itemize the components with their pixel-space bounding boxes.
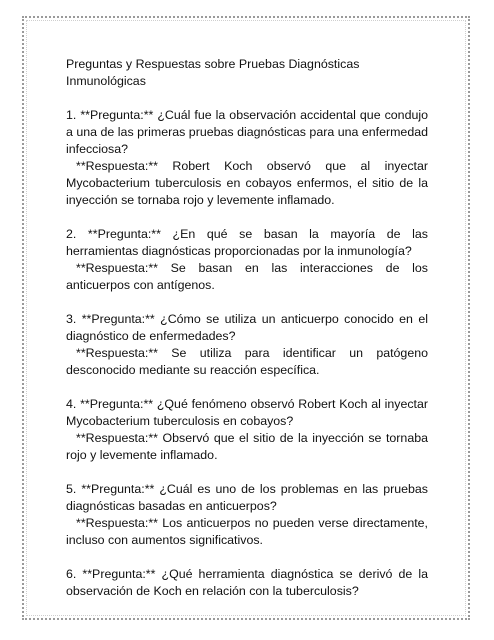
question-1: 1. **Pregunta:** ¿Cuál fue la observación accidental que condujo a una de las primeras pruebas diagnósticas para una enfermedad infecciosa?	[66, 108, 428, 156]
answer-3: **Respuesta:** Se utiliza para identificar un patógeno desconocido mediante su reacción específica.	[66, 346, 428, 377]
qa-item-3	[66, 311, 428, 379]
question-3: 3. **Pregunta:** ¿Cómo se utiliza un anticuerpo conocido en el diagnóstico de enfermedades?	[66, 312, 428, 343]
qa-item-6	[66, 566, 428, 600]
qa-item-2	[66, 226, 428, 294]
document-title: Preguntas y Respuestas sobre Pruebas Diagnósticas Inmunológicas	[66, 57, 360, 88]
question-4: 4. **Pregunta:** ¿Qué fenómeno observó Robert Koch al inyectar Mycobacterium tuberculosis en cobayos?	[66, 397, 428, 428]
qa-item-4	[66, 396, 428, 464]
question-6: 6. **Pregunta:** ¿Qué herramienta diagnóstica se derivó de la observación de Koch en relación con la tuberculosis?	[66, 567, 428, 598]
answer-5: **Respuesta:** Los anticuerpos no pueden verse directamente, incluso con aumentos significativos.	[66, 516, 428, 547]
answer-1: **Respuesta:** Robert Koch observó que al inyectar Mycobacterium tuberculosis en cobayos enfermos, el sitio de la inyección se tornaba rojo y levemente inflamado.	[66, 159, 428, 207]
qa-item-1	[66, 107, 428, 209]
answer-4: **Respuesta:** Observó que el sitio de la inyección se tornaba rojo y levemente inflamado.	[66, 431, 428, 462]
qa-item-5	[66, 481, 428, 549]
document-body	[66, 56, 428, 617]
question-2: 2. **Pregunta:** ¿En qué se basan la mayoría de las herramientas diagnósticas proporcionadas por la inmunología?	[66, 227, 428, 258]
answer-2: **Respuesta:** Se basan en las interacciones de los anticuerpos con antígenos.	[66, 261, 428, 292]
question-5: 5. **Pregunta:** ¿Cuál es uno de los problemas en las pruebas diagnósticas basadas en anticuerpos?	[66, 482, 428, 513]
